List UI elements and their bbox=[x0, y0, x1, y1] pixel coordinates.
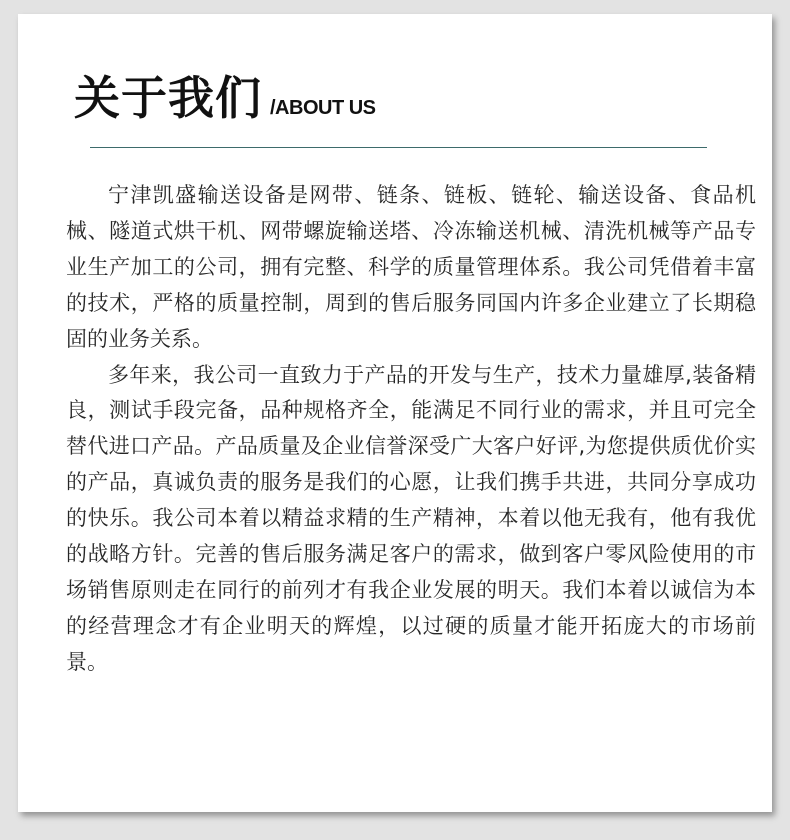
about-card bbox=[18, 14, 772, 812]
paragraph-history: 多年来，我公司一直致力于产品的开发与生产，技术力量雄厚,装备精良，测试手段完备，品种规格齐全，能满足不同行业的需求，并且可完全替代进口产品。产品质量及企业信誉深受广大客户好评,为您提供质优价实的产品，真诚负责的服务是我们的心愿，让我们携手共进，共同分享成功的快乐。我公司本着以精益求精的生产精神，本着以他无我有，他有我优的战略方针。完善的售后服务满足客户的需求，做到客户零风险使用的市场销售原则走在同行的前列才有我企业发展的明天。我们本着以诚信为本的经营理念才有企业明天的辉煌，以过硬的质量才能开拓庞大的市场前景。 bbox=[66, 362, 756, 674]
page-subtitle: /ABOUT US bbox=[270, 97, 376, 119]
page-heading bbox=[74, 62, 376, 128]
about-body bbox=[66, 178, 756, 681]
heading-divider bbox=[90, 147, 707, 148]
paragraph-intro: 宁津凯盛输送设备是网带、链条、链板、链轮、输送设备、食品机械、隧道式烘干机、网带螺旋输送塔、冷冻输送机械、清洗机械等产品专业生产加工的公司，拥有完整、科学的质量管理体系。我公司凭借着丰富的技术，严格的质量控制，周到的售后服务同国内许多企业建立了长期稳固的业务关系。 bbox=[66, 183, 756, 351]
page-title: 关于我们 bbox=[74, 71, 262, 125]
